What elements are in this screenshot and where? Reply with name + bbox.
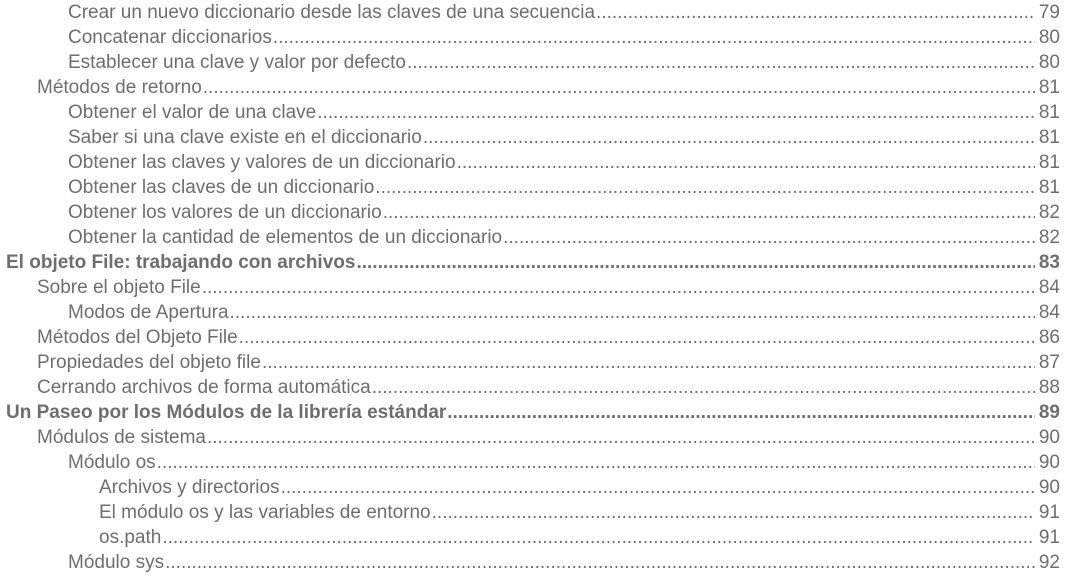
toc-dot-leader <box>432 500 1035 525</box>
toc-entry[interactable] <box>0 175 1060 200</box>
toc-dot-leader <box>230 300 1035 325</box>
toc-entry-page-number: 90 <box>1038 477 1060 498</box>
toc-dot-leader <box>356 250 1035 275</box>
toc-entry-title: Archivos y directorios <box>99 477 280 498</box>
toc-entry-page-number: 79 <box>1038 2 1060 23</box>
toc-dot-leader <box>503 225 1035 250</box>
toc-entry-page-number: 81 <box>1038 177 1060 198</box>
toc-entry[interactable] <box>0 125 1060 150</box>
toc-entry[interactable] <box>0 100 1060 125</box>
toc-dot-leader <box>165 550 1035 575</box>
toc-entry-page-number: 82 <box>1038 202 1060 223</box>
toc-entry[interactable] <box>0 325 1060 350</box>
toc-entry[interactable] <box>0 375 1060 400</box>
toc-entry-page-number: 90 <box>1038 452 1060 473</box>
toc-entry-title: Saber si una clave existe en el diccionario <box>68 127 422 148</box>
toc-entry[interactable] <box>0 500 1060 525</box>
toc-entry[interactable] <box>0 475 1060 500</box>
toc-entry[interactable] <box>0 75 1060 100</box>
toc-dot-leader <box>281 475 1035 500</box>
toc-dot-leader <box>202 275 1035 300</box>
toc-dot-leader <box>596 0 1035 25</box>
toc-entry[interactable] <box>0 425 1060 450</box>
toc-entry-page-number: 80 <box>1038 52 1060 73</box>
toc-dot-leader <box>239 325 1035 350</box>
toc-entry-page-number: 92 <box>1038 552 1060 573</box>
toc-entry-title: Obtener los valores de un diccionario <box>68 202 382 223</box>
toc-dot-leader <box>317 100 1035 125</box>
toc-entry[interactable] <box>0 550 1060 575</box>
toc-entry-title: Obtener el valor de una clave <box>68 102 317 123</box>
toc-entry[interactable] <box>0 525 1060 550</box>
toc-entry[interactable] <box>0 400 1060 425</box>
toc-entry[interactable] <box>0 150 1060 175</box>
toc-entry-title: Sobre el objeto File <box>37 277 201 298</box>
toc-dot-leader <box>447 400 1035 425</box>
toc-entry-title: Módulos de sistema <box>37 427 206 448</box>
toc-entry[interactable] <box>0 200 1060 225</box>
toc-entry-title: Métodos del Objeto File <box>37 327 238 348</box>
toc-entry-page-number: 84 <box>1038 277 1060 298</box>
toc-entry-page-number: 80 <box>1038 27 1060 48</box>
toc-dot-leader <box>207 425 1035 450</box>
toc-entry-title: El objeto File: trabajando con archivos <box>6 252 356 273</box>
toc-entry[interactable] <box>0 25 1060 50</box>
toc-entry-page-number: 82 <box>1038 227 1060 248</box>
toc-entry[interactable] <box>0 50 1060 75</box>
toc-dot-leader <box>375 175 1035 200</box>
toc-dot-leader <box>372 375 1035 400</box>
toc-dot-leader <box>262 350 1035 375</box>
toc-dot-leader <box>407 50 1035 75</box>
toc-entry-title: Módulo os <box>68 452 156 473</box>
toc-entry-page-number: 87 <box>1038 352 1060 373</box>
toc-entry-title: Concatenar diccionarios <box>68 27 272 48</box>
toc-entry-title: Modos de Apertura <box>68 302 229 323</box>
toc-entry[interactable] <box>0 450 1060 475</box>
toc-entry-title: Obtener las claves de un diccionario <box>68 177 375 198</box>
toc-entry-page-number: 84 <box>1038 302 1060 323</box>
toc-dot-leader <box>162 525 1035 550</box>
toc-dot-leader <box>423 125 1035 150</box>
toc-entry-title: Módulo sys <box>68 552 165 573</box>
toc-entry-title: Establecer una clave y valor por defecto <box>68 52 406 73</box>
toc-entry-page-number: 91 <box>1038 527 1060 548</box>
toc-entry-page-number: 83 <box>1038 252 1060 273</box>
toc-entry-page-number: 81 <box>1038 152 1060 173</box>
toc-dot-leader <box>203 75 1035 100</box>
toc-dot-leader <box>157 450 1035 475</box>
toc-entry[interactable] <box>0 225 1060 250</box>
toc-entry-page-number: 81 <box>1038 102 1060 123</box>
toc-entry-title: Un Paseo por los Módulos de la librería estándar <box>6 402 447 423</box>
toc-entry-title: Métodos de retorno <box>37 77 202 98</box>
toc-entry-title: os.path <box>99 527 162 548</box>
toc-entry[interactable] <box>0 350 1060 375</box>
toc-entry[interactable] <box>0 0 1060 25</box>
toc-entry-page-number: 86 <box>1038 327 1060 348</box>
toc-entry-title: Obtener la cantidad de elementos de un diccionario <box>68 227 503 248</box>
toc-entry-page-number: 81 <box>1038 127 1060 148</box>
toc-dot-leader <box>273 25 1035 50</box>
toc-entry[interactable] <box>0 250 1060 275</box>
toc-dot-leader <box>383 200 1035 225</box>
toc-dot-leader <box>457 150 1035 175</box>
toc-entry-title: Cerrando archivos de forma automática <box>37 377 371 398</box>
toc-entry-page-number: 90 <box>1038 427 1060 448</box>
toc-entry-page-number: 91 <box>1038 502 1060 523</box>
toc-entry-title: Crear un nuevo diccionario desde las claves de una secuencia <box>68 2 596 23</box>
toc-entry-page-number: 88 <box>1038 377 1060 398</box>
toc-entry[interactable] <box>0 275 1060 300</box>
toc-entry[interactable] <box>0 300 1060 325</box>
toc-entry-page-number: 81 <box>1038 77 1060 98</box>
toc-entry-page-number: 89 <box>1038 402 1060 423</box>
toc-entry-title: Obtener las claves y valores de un diccionario <box>68 152 456 173</box>
toc-entry-title: El módulo os y las variables de entorno <box>99 502 431 523</box>
toc-entry-title: Propiedades del objeto file <box>37 352 261 373</box>
